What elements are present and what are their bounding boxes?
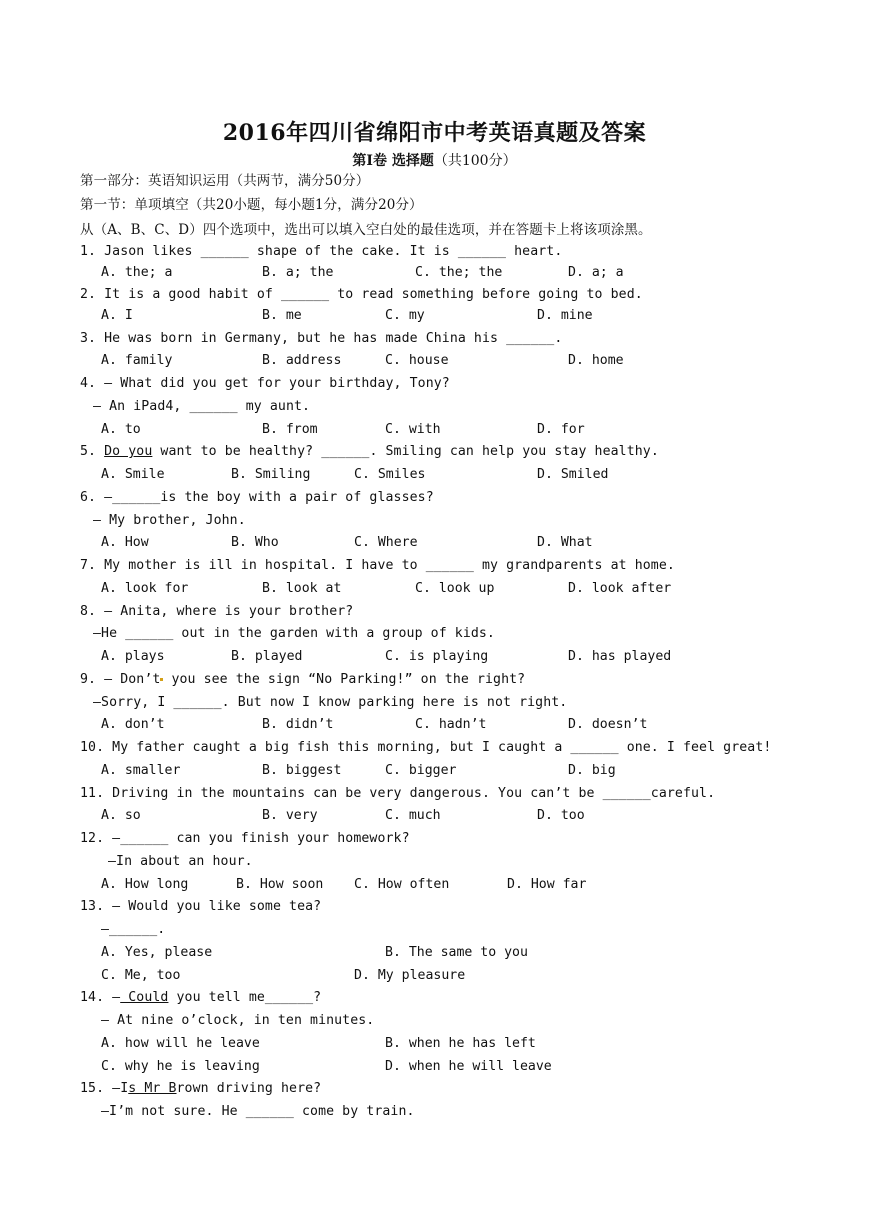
question-stem: 4. — What did you get for your birthday, Tony? bbox=[80, 376, 450, 391]
option-b: B. didn’t bbox=[262, 717, 334, 732]
option-c: C. house bbox=[385, 353, 449, 368]
subtitle-rest: （共100分） bbox=[433, 153, 517, 169]
option-d: D. How far bbox=[507, 877, 587, 892]
option-d: D. doesn’t bbox=[568, 717, 648, 732]
option-a: A. look for bbox=[101, 581, 189, 596]
option-c: C. look up bbox=[415, 581, 495, 596]
option-b: B. from bbox=[262, 422, 318, 437]
option-c: C. hadn’t bbox=[415, 717, 487, 732]
stem-suffix: you tell me______? bbox=[168, 990, 322, 1005]
instruction-text: 从（A、B、C、D）四个选项中，选出可以填入空白处的最佳选项，并在答题卡上将该项涂黑。 bbox=[80, 222, 652, 238]
question-stem: 13. — Would you like some tea? bbox=[80, 899, 322, 914]
question-stem: 10. My father caught a big fish this morning, but I caught a ______ one. I feel great! bbox=[80, 740, 772, 755]
option-b: B. biggest bbox=[262, 763, 342, 778]
underlined-text: Could bbox=[120, 990, 169, 1005]
option-b: B. very bbox=[262, 808, 318, 823]
question-stem: 11. Driving in the mountains can be very dangerous. You can’t be ______careful. bbox=[80, 786, 716, 801]
option-d: D. mine bbox=[537, 308, 593, 323]
option-c: C. bigger bbox=[385, 763, 457, 778]
option-b: B. address bbox=[262, 353, 342, 368]
option-b: B. a; the bbox=[262, 265, 334, 280]
stem-prefix: 15. —I bbox=[80, 1081, 129, 1096]
option-b: B. played bbox=[231, 649, 303, 664]
stem-suffix: want to be healthy? ______. Smiling can help you stay healthy. bbox=[152, 444, 659, 459]
question-reply: —______. bbox=[101, 922, 166, 937]
page-title: 2016年四川省绵阳市中考英语真题及答案 bbox=[222, 120, 647, 146]
question-reply: — An iPad4, ______ my aunt. bbox=[93, 399, 311, 414]
stem-prefix: 14. — bbox=[80, 990, 121, 1005]
option-d: D. a; a bbox=[568, 265, 624, 280]
option-b: B. look at bbox=[262, 581, 342, 596]
option-a: A. how will he leave bbox=[101, 1036, 260, 1051]
question-reply: —I’m not sure. He ______ come by train. bbox=[101, 1104, 415, 1119]
option-d: D. has played bbox=[568, 649, 672, 664]
option-c: C. Where bbox=[354, 535, 418, 550]
option-d: D. for bbox=[537, 422, 585, 437]
question-stem: 2. It is a good habit of ______ to read something before going to bed. bbox=[80, 287, 643, 302]
option-d: D. home bbox=[568, 353, 624, 368]
option-a: A. don’t bbox=[101, 717, 165, 732]
question-stem: 12. —______ can you finish your homework? bbox=[80, 831, 410, 846]
question-stem: 3. He was born in Germany, but he has made China his ______. bbox=[80, 331, 563, 346]
option-b: B. me bbox=[262, 308, 302, 323]
option-a: A. How long bbox=[101, 877, 189, 892]
section-heading: 第一节：单项填空（共20小题，每小题1分，满分20分） bbox=[80, 197, 423, 213]
question-stem bbox=[80, 1080, 321, 1098]
option-a: A. I bbox=[101, 308, 133, 323]
question-stem bbox=[80, 989, 321, 1007]
question-stem bbox=[80, 671, 525, 689]
option-d: D. My pleasure bbox=[354, 968, 466, 983]
option-a: A. the; a bbox=[101, 265, 173, 280]
option-a: A. smaller bbox=[101, 763, 181, 778]
option-c: C. the; the bbox=[415, 265, 503, 280]
question-stem: 8. — Anita, where is your brother? bbox=[80, 604, 354, 619]
underlined-text: Do you bbox=[104, 444, 153, 459]
option-a: A. plays bbox=[101, 649, 165, 664]
option-c: C. How often bbox=[354, 877, 450, 892]
option-a: A. so bbox=[101, 808, 141, 823]
option-c: C. with bbox=[385, 422, 441, 437]
option-a: A. to bbox=[101, 422, 141, 437]
option-b: B. How soon bbox=[236, 877, 324, 892]
option-d: D. What bbox=[537, 535, 593, 550]
option-c: C. my bbox=[385, 308, 425, 323]
part-heading: 第一部分：英语知识运用（共两节，满分50分） bbox=[80, 173, 370, 189]
stem-suffix: rown driving here? bbox=[176, 1081, 322, 1096]
underlined-text: s Mr B bbox=[128, 1081, 177, 1096]
option-c: C. why he is leaving bbox=[101, 1059, 260, 1074]
option-c: C. much bbox=[385, 808, 441, 823]
option-d: D. Smiled bbox=[537, 467, 609, 482]
question-reply: —In about an hour. bbox=[108, 854, 253, 869]
question-stem: 1. Jason likes ______ shape of the cake. It is ______ heart. bbox=[80, 244, 563, 259]
option-a: A. How bbox=[101, 535, 149, 550]
question-stem bbox=[80, 443, 659, 461]
option-c: C. is playing bbox=[385, 649, 489, 664]
option-d: D. too bbox=[537, 808, 585, 823]
stem-suffix: you see the sign “No Parking!” on the right? bbox=[163, 672, 526, 687]
option-b: B. The same to you bbox=[385, 945, 528, 960]
option-c: C. Smiles bbox=[354, 467, 426, 482]
stem-prefix: 5. bbox=[80, 444, 105, 459]
option-d: D. big bbox=[568, 763, 616, 778]
subtitle-bold: 第Ⅰ卷 选择题 bbox=[352, 153, 434, 169]
option-b: B. Smiling bbox=[231, 467, 311, 482]
option-a: A. Yes, please bbox=[101, 945, 213, 960]
option-a: A. Smile bbox=[101, 467, 165, 482]
question-reply: —He ______ out in the garden with a group of kids. bbox=[93, 626, 495, 641]
question-reply: — At nine o’clock, in ten minutes. bbox=[101, 1013, 375, 1028]
option-d: D. look after bbox=[568, 581, 672, 596]
question-reply: — My brother, John. bbox=[93, 513, 246, 528]
option-d: D. when he will leave bbox=[385, 1059, 552, 1074]
option-b: B. when he has left bbox=[385, 1036, 536, 1051]
paper-subtitle bbox=[0, 150, 869, 170]
option-c: C. Me, too bbox=[101, 968, 181, 983]
question-reply: —Sorry, I ______. But now I know parking here is not right. bbox=[93, 695, 568, 710]
stem-prefix: 9. — Don’t bbox=[80, 672, 161, 687]
question-stem: 6. —______is the boy with a pair of glasses? bbox=[80, 490, 434, 505]
option-b: B. Who bbox=[231, 535, 279, 550]
question-stem: 7. My mother is ill in hospital. I have to ______ my grandparents at home. bbox=[80, 558, 675, 573]
option-a: A. family bbox=[101, 353, 173, 368]
